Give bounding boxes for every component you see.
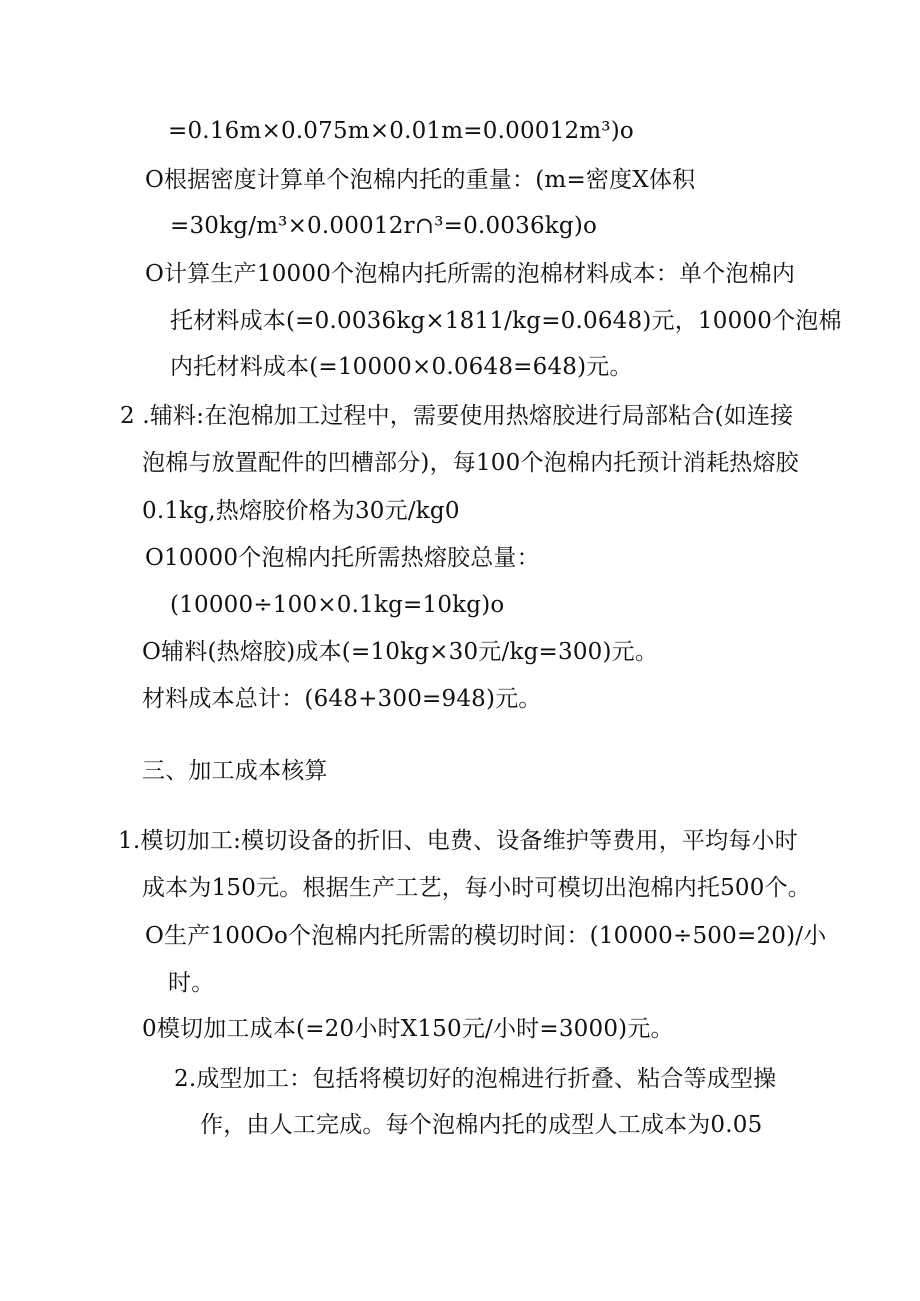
formula-glue-total: (10000÷100×0.1kg=10kg)o	[170, 592, 505, 618]
die-cut-time-unit: 时。	[168, 970, 215, 996]
step-die-cut-time: O生产100Oo个泡棉内托所需的模切时间：(10000÷500=20)/小	[145, 923, 827, 949]
section-heading: 三、加工成本核算	[142, 758, 328, 784]
formula-volume: =0.16m×0.075m×0.01m=0.00012m³)o	[168, 118, 634, 144]
material-cost-total: 内托材料成本(=10000×0.0648=648)元。	[170, 354, 633, 380]
auxiliary-material-item: 2 .辅料:在泡棉加工过程中，需要使用热熔胶进行局部粘合(如连接	[120, 403, 794, 429]
die-cutting-desc: 成本为150元。根据生产工艺，每小时可模切出泡棉内托500个。	[142, 875, 811, 901]
auxiliary-cost: O辅料(热熔胶)成本(=10kg×30元/kg=300)元。	[142, 639, 659, 665]
step-weight-calc: O根据密度计算单个泡棉内托的重量：(m=密度X体积	[145, 167, 696, 193]
die-cutting-item: 1.模切加工:模切设备的折旧、电费、设备维护等费用，平均每小时	[118, 828, 798, 854]
material-cost-sum: 材料成本总计：(648+300=948)元。	[142, 686, 542, 712]
material-cost-unit: 托材料成本(=0.0036kg×1811/kg=0.0648)元，10000个泡棉	[170, 308, 842, 334]
auxiliary-material-desc: 泡棉与放置配件的凹槽部分)，每100个泡棉内托预计消耗热熔胶	[142, 450, 799, 476]
die-cut-cost: 0模切加工成本(=20小时X150元/小时=3000)元。	[142, 1016, 674, 1042]
formula-weight: =30kg/m³×0.00012r∩³=0.0036kg)o	[170, 213, 598, 239]
step-glue-total: O10000个泡棉内托所需热熔胶总量：	[145, 545, 540, 571]
forming-desc: 作，由人工完成。每个泡棉内托的成型人工成本为0.05	[200, 1112, 763, 1138]
step-material-cost: O计算生产10000个泡棉内托所需的泡棉材料成本：单个泡棉内	[145, 261, 796, 287]
forming-item: 2.成型加工：包括将模切好的泡棉进行折叠、粘合等成型操	[174, 1066, 777, 1092]
hot-melt-price: 0.1kg,热熔胶价格为30元/kg0	[142, 498, 460, 524]
